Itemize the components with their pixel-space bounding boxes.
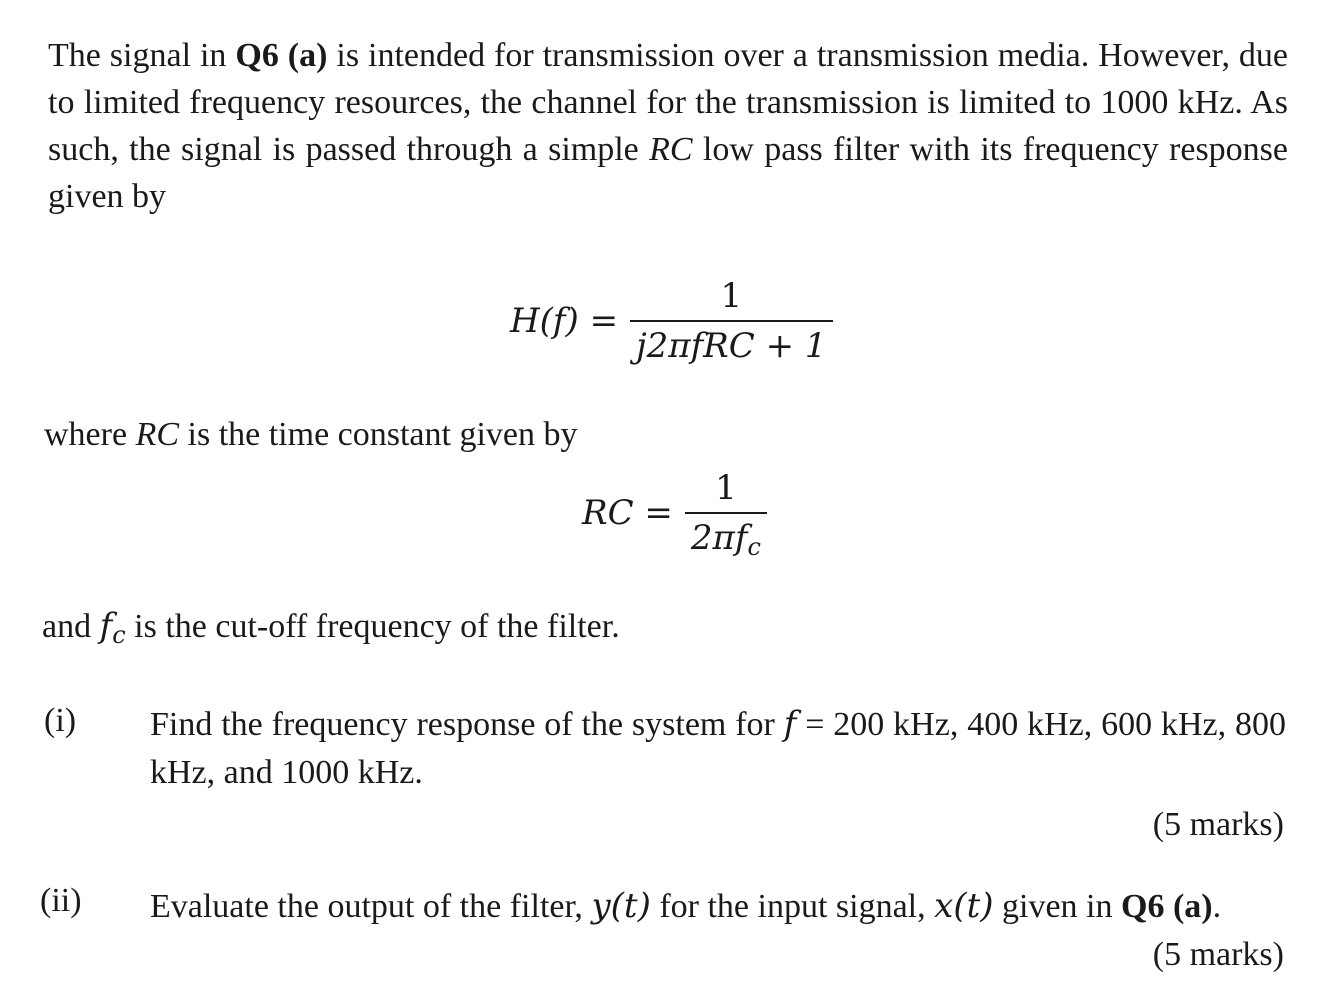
intro-rc-symbol: RC bbox=[649, 131, 693, 168]
question-ii-text bbox=[150, 882, 1221, 931]
q1-text-2: = 200 kHz, 400 kHz, 600 kHz, 800 kHz, and 1000 kHz. bbox=[150, 706, 1286, 791]
intro-text-3: low pass filter with its frequency response given by bbox=[48, 131, 1288, 215]
eq1-denominator: j2πfRC + 1 bbox=[636, 326, 827, 366]
eq1-fraction bbox=[630, 276, 832, 366]
q2-y-symbol: y(t) bbox=[591, 886, 651, 926]
and-f-letter: f bbox=[99, 606, 113, 646]
question-ii-label: (ii) bbox=[40, 882, 82, 919]
where-line bbox=[44, 416, 578, 454]
where-text-1: where bbox=[44, 416, 136, 453]
question-i-text bbox=[150, 700, 1286, 797]
intro-text-1: The signal in bbox=[48, 37, 236, 74]
intro-text-2: is intended for transmission over a transmission media. However, due to limited frequency resources, the channel for the transmission is limited to 1000 kHz. As such, the signal is passed through a simple bbox=[48, 37, 1288, 168]
q2-text-4: . bbox=[1212, 888, 1222, 925]
where-text-2: is the time constant given by bbox=[179, 416, 578, 453]
q1-text-1: Find the frequency response of the system for bbox=[150, 706, 784, 743]
and-fc-subscript: c bbox=[112, 621, 126, 649]
where-rc-symbol: RC bbox=[135, 416, 180, 453]
question-i-marks: (5 marks) bbox=[1152, 806, 1284, 843]
q2-text-3: given in bbox=[993, 888, 1121, 925]
q2-question-ref: Q6 (a) bbox=[1121, 888, 1213, 925]
eq2-den-main: 2πf bbox=[690, 518, 748, 558]
eq2-fraction bbox=[685, 468, 767, 561]
and-line bbox=[42, 606, 620, 649]
eq2-denominator bbox=[685, 514, 767, 561]
eq2-numerator: 1 bbox=[715, 468, 737, 508]
question-ii-marks: (5 marks) bbox=[1152, 936, 1284, 973]
and-fc-symbol bbox=[99, 606, 126, 649]
eq1-lhs: H(f) = bbox=[510, 301, 619, 341]
q2-text-2: for the input signal, bbox=[650, 888, 935, 925]
frequency-response-equation bbox=[510, 276, 833, 366]
eq2-den-subscript: c bbox=[747, 533, 761, 561]
q2-x-symbol: x(t) bbox=[934, 886, 994, 926]
eq1-numerator: 1 bbox=[720, 276, 743, 316]
intro-question-ref: Q6 (a) bbox=[235, 37, 328, 74]
eq2-lhs: RC = bbox=[582, 493, 673, 533]
and-text-2: is the cut-off frequency of the filter. bbox=[125, 608, 620, 645]
time-constant-equation bbox=[582, 468, 767, 561]
q2-text-1: Evaluate the output of the filter, bbox=[150, 888, 592, 925]
and-text-1: and bbox=[42, 608, 100, 645]
intro-paragraph bbox=[48, 32, 1288, 220]
question-i-label: (i) bbox=[44, 702, 77, 739]
q1-f-symbol: f bbox=[783, 704, 797, 744]
